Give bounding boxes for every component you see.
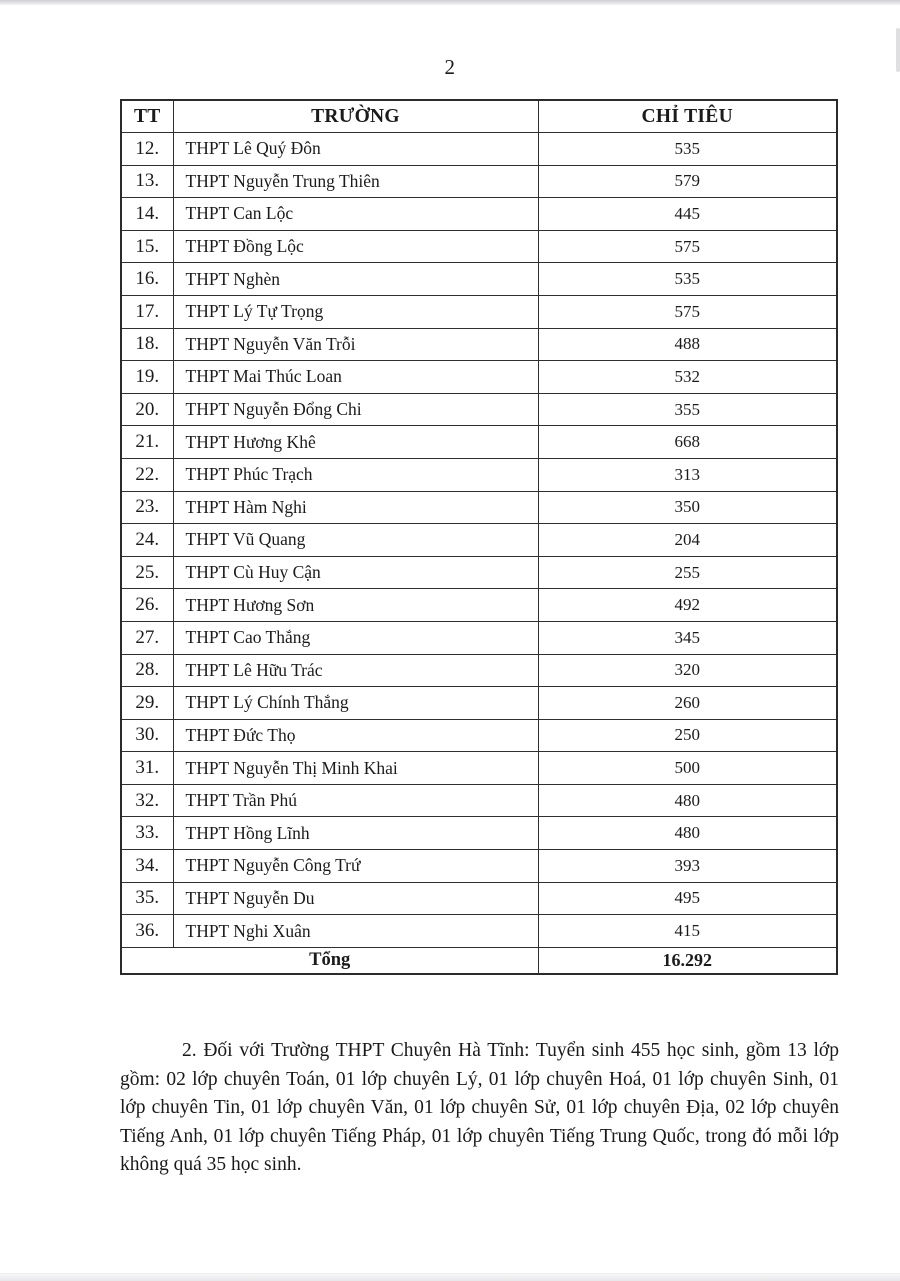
row-quota: 393 bbox=[538, 850, 837, 883]
row-index: 33. bbox=[121, 817, 173, 850]
row-school: THPT Hương Khê bbox=[173, 426, 538, 459]
row-index: 20. bbox=[121, 393, 173, 426]
row-index: 15. bbox=[121, 230, 173, 263]
row-school: THPT Mai Thúc Loan bbox=[173, 361, 538, 394]
row-index: 21. bbox=[121, 426, 173, 459]
row-index: 16. bbox=[121, 263, 173, 296]
table-row bbox=[121, 263, 837, 296]
table-footer bbox=[121, 947, 837, 974]
table-row bbox=[121, 850, 837, 883]
header-tt: TT bbox=[121, 100, 173, 133]
table-row bbox=[121, 784, 837, 817]
row-index: 29. bbox=[121, 687, 173, 720]
row-quota: 500 bbox=[538, 752, 837, 785]
row-quota: 480 bbox=[538, 817, 837, 850]
row-index: 30. bbox=[121, 719, 173, 752]
row-index: 24. bbox=[121, 524, 173, 557]
table-row bbox=[121, 654, 837, 687]
total-label: Tổng bbox=[121, 947, 538, 974]
row-quota: 532 bbox=[538, 361, 837, 394]
row-school: THPT Can Lộc bbox=[173, 198, 538, 231]
row-school: THPT Nguyễn Du bbox=[173, 882, 538, 915]
row-school: THPT Cù Huy Cận bbox=[173, 556, 538, 589]
row-index: 27. bbox=[121, 621, 173, 654]
row-index: 19. bbox=[121, 361, 173, 394]
row-quota: 445 bbox=[538, 198, 837, 231]
page-number: 2 bbox=[444, 55, 456, 79]
row-school: THPT Lê Hữu Trác bbox=[173, 654, 538, 687]
row-school: THPT Hồng Lĩnh bbox=[173, 817, 538, 850]
row-school: THPT Nghèn bbox=[173, 263, 538, 296]
row-quota: 535 bbox=[538, 263, 837, 296]
row-school: THPT Phúc Trạch bbox=[173, 458, 538, 491]
table-row bbox=[121, 589, 837, 622]
table-row bbox=[121, 230, 837, 263]
row-index: 18. bbox=[121, 328, 173, 361]
row-index: 26. bbox=[121, 589, 173, 622]
row-index: 25. bbox=[121, 556, 173, 589]
scan-edge-top bbox=[0, 0, 900, 5]
table-row bbox=[121, 882, 837, 915]
row-quota: 255 bbox=[538, 556, 837, 589]
scan-edge-bottom bbox=[0, 1273, 900, 1281]
quota-table bbox=[120, 99, 838, 975]
row-index: 14. bbox=[121, 198, 173, 231]
table-row bbox=[121, 491, 837, 524]
table-row bbox=[121, 165, 837, 198]
row-school: THPT Lý Tự Trọng bbox=[173, 295, 538, 328]
row-school: THPT Trần Phú bbox=[173, 784, 538, 817]
row-quota: 355 bbox=[538, 393, 837, 426]
row-index: 12. bbox=[121, 133, 173, 166]
row-quota: 575 bbox=[538, 230, 837, 263]
table-header-row bbox=[121, 100, 837, 133]
total-value: 16.292 bbox=[538, 947, 837, 974]
row-school: THPT Hàm Nghi bbox=[173, 491, 538, 524]
table-row bbox=[121, 133, 837, 166]
row-quota: 575 bbox=[538, 295, 837, 328]
row-school: THPT Đức Thọ bbox=[173, 719, 538, 752]
row-school: THPT Nguyễn Văn Trỗi bbox=[173, 328, 538, 361]
table-body bbox=[121, 133, 837, 948]
row-index: 28. bbox=[121, 654, 173, 687]
row-school: THPT Đồng Lộc bbox=[173, 230, 538, 263]
row-quota: 350 bbox=[538, 491, 837, 524]
row-quota: 480 bbox=[538, 784, 837, 817]
row-school: THPT Nguyễn Đổng Chi bbox=[173, 393, 538, 426]
row-index: 36. bbox=[121, 915, 173, 948]
row-school: THPT Nguyễn Công Trứ bbox=[173, 850, 538, 883]
row-school: THPT Vũ Quang bbox=[173, 524, 538, 557]
row-index: 32. bbox=[121, 784, 173, 817]
row-quota: 260 bbox=[538, 687, 837, 720]
row-quota: 495 bbox=[538, 882, 837, 915]
row-index: 23. bbox=[121, 491, 173, 524]
row-index: 35. bbox=[121, 882, 173, 915]
row-quota: 579 bbox=[538, 165, 837, 198]
table-row bbox=[121, 524, 837, 557]
table-row bbox=[121, 817, 837, 850]
table-row bbox=[121, 915, 837, 948]
row-index: 17. bbox=[121, 295, 173, 328]
row-quota: 492 bbox=[538, 589, 837, 622]
row-school: THPT Nguyễn Trung Thiên bbox=[173, 165, 538, 198]
table-row bbox=[121, 361, 837, 394]
row-school: THPT Nguyễn Thị Minh Khai bbox=[173, 752, 538, 785]
table-row bbox=[121, 328, 837, 361]
row-quota: 204 bbox=[538, 524, 837, 557]
table-row bbox=[121, 393, 837, 426]
row-quota: 668 bbox=[538, 426, 837, 459]
row-school: THPT Nghi Xuân bbox=[173, 915, 538, 948]
row-school: THPT Hương Sơn bbox=[173, 589, 538, 622]
table-row bbox=[121, 621, 837, 654]
row-quota: 488 bbox=[538, 328, 837, 361]
row-index: 34. bbox=[121, 850, 173, 883]
total-row bbox=[121, 947, 837, 974]
header-quota: CHỈ TIÊU bbox=[538, 100, 837, 133]
table-row bbox=[121, 687, 837, 720]
table-row bbox=[121, 719, 837, 752]
row-quota: 535 bbox=[538, 133, 837, 166]
table-row bbox=[121, 458, 837, 491]
table-row bbox=[121, 752, 837, 785]
row-school: THPT Lê Quý Đôn bbox=[173, 133, 538, 166]
table-row bbox=[121, 295, 837, 328]
row-quota: 415 bbox=[538, 915, 837, 948]
row-quota: 250 bbox=[538, 719, 837, 752]
row-school: THPT Cao Thắng bbox=[173, 621, 538, 654]
row-index: 13. bbox=[121, 165, 173, 198]
row-quota: 313 bbox=[538, 458, 837, 491]
table-row bbox=[121, 556, 837, 589]
header-school: TRƯỜNG bbox=[173, 100, 538, 133]
row-index: 22. bbox=[121, 458, 173, 491]
row-index: 31. bbox=[121, 752, 173, 785]
row-school: THPT Lý Chính Thắng bbox=[173, 687, 538, 720]
table-row bbox=[121, 426, 837, 459]
table-row bbox=[121, 198, 837, 231]
row-quota: 345 bbox=[538, 621, 837, 654]
body-paragraph: 2. Đối với Trường THPT Chuyên Hà Tĩnh: Tuyển sinh 455 học sinh, gồm 13 lớp gồm: 02 lớp chuyên Toán, 01 lớp chuyên Lý, 01 lớp chuyên Hoá, 01 lớp chuyên Sinh, 01 lớp chuyên Tin, 01 lớp chuyên Văn, 01 lớp chuyên Sử, 01 lớp chuyên Địa, 02 lớp chuyên Tiếng Anh, 01 lớp chuyên Tiếng Pháp, 01 lớp chuyên Tiếng Trung Quốc, trong đó mỗi lớp không quá 35 học sinh. bbox=[120, 1040, 839, 1176]
row-quota: 320 bbox=[538, 654, 837, 687]
table-header bbox=[121, 100, 837, 133]
